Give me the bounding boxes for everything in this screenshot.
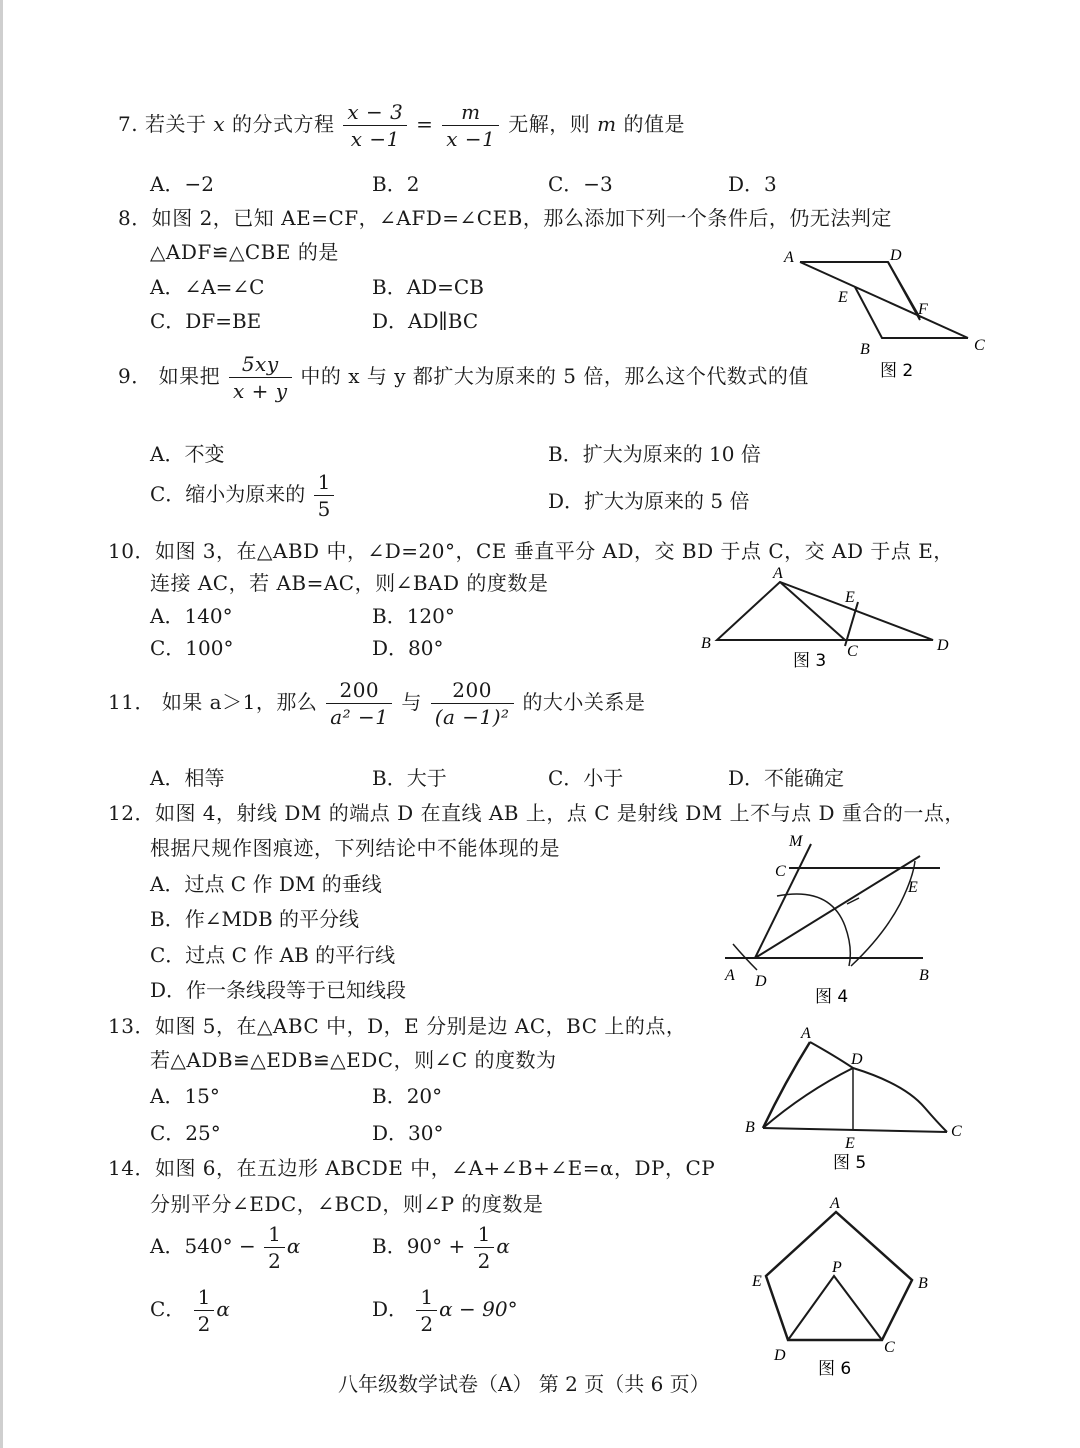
q11-number: 11． <box>108 690 155 714</box>
fig5-side-bc <box>763 1128 947 1132</box>
fig2-label-c: C <box>974 337 985 354</box>
fig6-angle-dpc <box>788 1276 882 1340</box>
fig6-pentagon <box>766 1212 912 1340</box>
q10-option-d: D．80° <box>372 636 444 660</box>
q14-option-c-fraction: $\frac{1}{2}$ <box>194 1285 215 1336</box>
q12-option-c: C．过点 C 作 AB 的平行线 <box>150 943 396 967</box>
q9-option-a: A．不变 <box>150 442 225 466</box>
q7-fraction-left: $\frac{x - 3}{x -1}$ <box>343 100 407 151</box>
q11-option-a: A．相等 <box>150 766 225 790</box>
q8-option-c: C．DF=BE <box>150 309 262 333</box>
q14-option-a: A．540° − $\frac{1}{2}$ α <box>150 1222 301 1273</box>
q8-line-2: △ADF≌△CBE 的是 <box>150 240 339 264</box>
q11-fraction-1: $\frac{200}{\text{a² −1}}$ <box>326 678 392 729</box>
fig4-label-e: E <box>908 879 918 896</box>
figure-5 <box>735 1022 975 1174</box>
q7-text-4: 的值是 <box>623 112 685 136</box>
q9-option-d: D．扩大为原来的 5 倍 <box>548 489 750 513</box>
q13-line-1: 13．如图 5，在△ABC 中，D，E 分别是边 AC，BC 上的点， <box>108 1014 687 1038</box>
fig5-side-ab <box>763 1042 810 1128</box>
q10-option-a: A．140° <box>150 604 233 628</box>
q7-number: 7. <box>118 112 139 136</box>
fig3-triangle-abd <box>717 582 933 640</box>
q11-fraction-2: $\frac{200}{\text{(a −1)²}}$ <box>431 678 514 729</box>
fig6-label-b: B <box>918 1275 928 1292</box>
fig3-line-ac <box>780 582 845 640</box>
fig4-arc-right <box>851 861 915 966</box>
q13-line-2: 若△ADB≌△EDB≌△EDC，则∠C 的度数为 <box>150 1048 557 1072</box>
fig5-line-bd <box>763 1068 853 1128</box>
q8-option-d: D．AD∥BC <box>372 309 479 333</box>
q13-option-a: A．15° <box>150 1084 220 1108</box>
fig2-label-a: A <box>784 249 794 266</box>
fig5-caption: 图 5 <box>833 1153 867 1173</box>
q14-option-d: D． $\frac{1}{2}$ α − 90° <box>372 1285 518 1336</box>
question-11 <box>108 678 645 729</box>
fig6-label-a: A <box>830 1195 840 1212</box>
fig4-label-c: C <box>775 863 786 880</box>
fig4-caption: 图 4 <box>815 987 849 1007</box>
q8-option-b: B．AD=CB <box>372 275 484 299</box>
q9-text-2: 中的 x 与 y 都扩大为原来的 5 倍，那么这个代数式的值 <box>300 364 809 388</box>
fig5-side-ac <box>810 1042 947 1132</box>
q12-line-1: 12．如图 4，射线 DM 的端点 D 在直线 AB 上，点 C 是射线 DM 上不与点 D 重合的一点， <box>108 801 965 825</box>
q11-text-3: 的大小关系是 <box>522 690 646 714</box>
q7-equals: = <box>416 112 434 136</box>
q10-line-1: 10．如图 3，在△ABD 中，∠D=20°，CE 垂直平分 AD，交 BD 于点 C，交 AD 于点 E， <box>108 539 954 563</box>
q13-option-d: D．30° <box>372 1121 444 1145</box>
q14-option-d-fraction: $\frac{1}{2}$ <box>416 1285 437 1336</box>
q9-option-c-fraction: $\frac{1}{5}$ <box>314 470 335 521</box>
fig3-caption: 图 3 <box>793 651 827 671</box>
fig6-label-d: D <box>774 1347 786 1364</box>
fig2-caption: 图 2 <box>880 361 914 381</box>
fig5-label-b: B <box>745 1119 755 1136</box>
fig4-label-a: A <box>725 967 735 984</box>
q8-option-a: A．∠A=∠C <box>150 275 265 299</box>
fig6-caption: 图 6 <box>818 1359 852 1379</box>
q12-option-a: A．过点 C 作 DM 的垂线 <box>150 872 382 896</box>
fig5-label-d: D <box>851 1051 863 1068</box>
q14-option-a-fraction: $\frac{1}{2}$ <box>264 1222 285 1273</box>
q13-option-b: B．20° <box>372 1084 443 1108</box>
q14-option-b: B．90° + $\frac{1}{2}$ α <box>372 1222 510 1273</box>
fig3-label-e: E <box>845 589 855 606</box>
fig2-line-ac <box>800 262 968 338</box>
q12-line-2: 根据尺规作图痕迹，下列结论中不能体现的是 <box>150 836 560 860</box>
q9-number: 9． <box>118 364 152 388</box>
fig2-line-df <box>888 262 920 320</box>
q7-var-x: x <box>213 112 226 136</box>
q7-option-c: C．−3 <box>548 172 613 196</box>
page-footer: 八年级数学试卷（A） 第 2 页（共 6 页） <box>338 1372 710 1396</box>
figure-4 <box>715 826 955 1012</box>
q14-line-1: 14．如图 6，在五边形 ABCDE 中，∠A+∠B+∠E=α，DP，CP <box>108 1156 716 1180</box>
fig3-label-d: D <box>937 637 949 654</box>
fig3-label-b: B <box>701 635 711 652</box>
q12-option-b: B．作∠MDB 的平分线 <box>150 907 360 931</box>
q10-option-b: B．120° <box>372 604 455 628</box>
q7-option-d: D．3 <box>728 172 777 196</box>
fig4-label-d: D <box>755 973 767 990</box>
fig3-label-a: A <box>773 565 783 582</box>
page-left-edge <box>0 0 3 1448</box>
fig4-label-m: M <box>789 833 803 850</box>
fig5-label-c: C <box>951 1123 962 1140</box>
q14-line-2: 分别平分∠EDC，∠BCD，则∠P 的度数是 <box>150 1192 544 1216</box>
question-7 <box>118 100 685 151</box>
q14-option-c: C． $\frac{1}{2}$ α <box>150 1285 230 1336</box>
q11-text: 如果 a＞1，那么 <box>161 690 318 714</box>
fig2-label-e: E <box>838 289 848 306</box>
q9-option-c: C．缩小为原来的 $\frac{1}{5}$ <box>150 470 336 521</box>
q11-option-b: B．大于 <box>372 766 447 790</box>
q11-text-2: 与 <box>401 690 422 714</box>
q12-option-d: D．作一条线段等于已知线段 <box>150 978 407 1002</box>
q7-option-b: B．2 <box>372 172 420 196</box>
q10-option-c: C．100° <box>150 636 234 660</box>
q7-fraction-right: $\frac{m}{x -1}$ <box>442 100 499 151</box>
fig2-label-d: D <box>890 247 902 264</box>
q10-line-2: 连接 AC，若 AB=AC，则∠BAD 的度数是 <box>150 571 549 595</box>
q7-text: 若关于 <box>144 112 207 136</box>
fig4-label-b: B <box>919 967 929 984</box>
q11-option-d: D．不能确定 <box>728 766 845 790</box>
q13-option-c: C．25° <box>150 1121 221 1145</box>
question-9 <box>118 352 809 403</box>
fig2-label-b: B <box>860 341 870 358</box>
figure-3 <box>695 562 955 674</box>
q7-text-2: 的分式方程 <box>231 112 335 136</box>
fig2-label-f: F <box>918 301 928 318</box>
q7-text-3: 无解，则 <box>508 112 591 136</box>
figure-6 <box>740 1192 940 1384</box>
q7-option-a: A．−2 <box>150 172 214 196</box>
q7-var-m: m <box>597 112 617 136</box>
q14-option-b-fraction: $\frac{1}{2}$ <box>474 1222 495 1273</box>
fig5-label-a: A <box>801 1025 811 1042</box>
fig6-label-c: C <box>884 1339 895 1356</box>
q9-option-b: B．扩大为原来的 10 倍 <box>548 442 761 466</box>
fig6-label-e: E <box>752 1273 762 1290</box>
q11-option-c: C．小于 <box>548 766 624 790</box>
q9-text: 如果把 <box>158 364 221 388</box>
q8-line-1: 8．如图 2，已知 AE=CF，∠AFD=∠CEB，那么添加下列一个条件后，仍无法判定 <box>118 206 892 230</box>
q9-fraction: $\frac{5xy}{x + y}$ <box>229 352 292 403</box>
fig3-label-c: C <box>847 643 858 660</box>
fig5-label-e: E <box>845 1135 855 1152</box>
fig6-label-p: P <box>832 1259 842 1276</box>
